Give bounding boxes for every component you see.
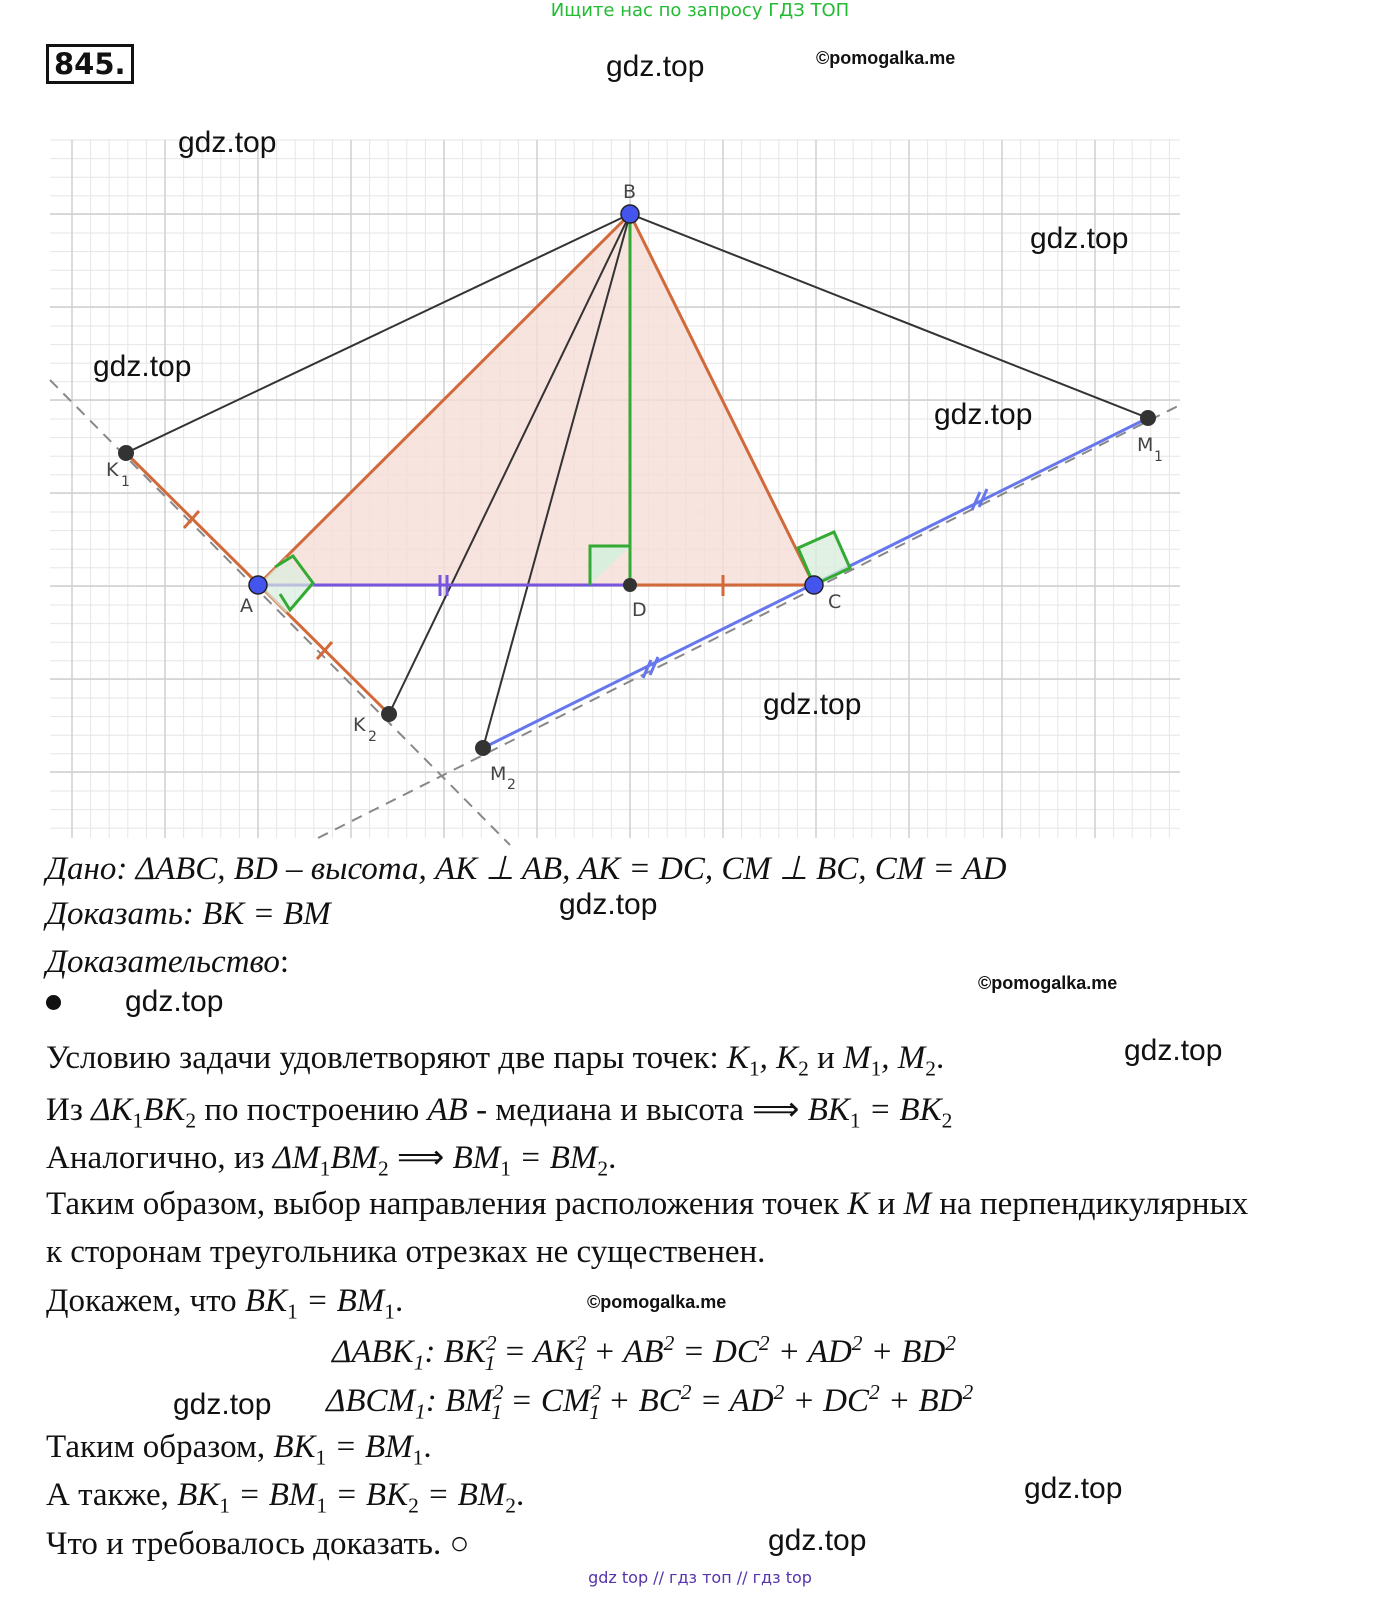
watermark-site: gdz.top — [1030, 222, 1129, 255]
point-m1 — [1140, 410, 1156, 426]
watermark-site: gdz.top — [1124, 1034, 1223, 1067]
watermark-site: gdz.top — [125, 985, 224, 1018]
label-k2: K — [353, 714, 366, 736]
point-k1 — [118, 445, 134, 461]
proof-line-5: к сторонам треугольника отрезках не существенен. — [46, 1234, 766, 1270]
equation-bcm1: $\Delta BCM_1$: $BM^2_1 = CM^2_1 + BC^2 = AD^2 + DC^2 + BD^2$ — [326, 1380, 974, 1424]
proof-line-8: А также, $BK_1 = BM_1 = BK_2 = BM_2$. — [46, 1477, 525, 1518]
prove-line: Доказать: BK = BM — [46, 896, 331, 932]
proof-line-3: Аналогично, из $\Delta M_1BM_2$ ⟹ $BM_1 = BM_2$. — [46, 1140, 617, 1181]
proof-line-2: Из $\Delta K_1BK_2$ по построению AB - медиана и высота ⟹ $BK_1 = BK_2$ — [46, 1092, 953, 1133]
label-m1-sub: 1 — [1154, 449, 1163, 465]
bullet — [46, 995, 61, 1010]
label-m2-sub: 2 — [507, 777, 516, 793]
proof-line-4: Таким образом, выбор направления расположения точек K и M на перпендикулярных — [46, 1186, 1249, 1222]
watermark-site: gdz.top — [763, 688, 862, 721]
label-m2: M — [490, 763, 507, 785]
watermark-site: gdz.top — [178, 126, 277, 159]
top-search-link[interactable]: Ищите нас по запросу ГДЗ ТОП — [550, 0, 850, 21]
point-b — [621, 205, 639, 223]
watermark-copyright: ©pomogalka.me — [816, 48, 956, 68]
footer-links[interactable]: gdz top // гдз топ // гдз top — [588, 1568, 812, 1587]
point-k2 — [381, 706, 397, 722]
label-c: C — [828, 591, 842, 613]
watermark-site: gdz.top — [768, 1524, 867, 1557]
label-m1: M — [1137, 434, 1154, 456]
label-d: D — [632, 599, 647, 621]
point-c — [805, 576, 823, 594]
watermark-copyright: ©pomogalka.me — [978, 973, 1118, 993]
label-k1: K — [106, 459, 119, 481]
watermark-copyright: ©pomogalka.me — [587, 1292, 727, 1312]
label-a: A — [240, 595, 253, 617]
watermark-site: gdz.top — [93, 350, 192, 383]
proof-conclusion: Что и требовалось доказать. ○ — [46, 1526, 470, 1562]
watermark-site: gdz.top — [934, 398, 1033, 431]
point-m2 — [475, 740, 491, 756]
label-b: B — [623, 181, 637, 203]
equation-abk1: $\Delta ABK_1$: $BK^2_1 = AK^2_1 + AB^2 = DC^2 + AD^2 + BD^2$ — [332, 1331, 956, 1375]
proof-line-6: Докажем, что $BK_1 = BM_1$. — [46, 1283, 404, 1324]
point-d — [623, 578, 637, 592]
proof-line-1: Условию задачи удовлетворяют две пары точек: $K_1$, $K_2$ и $M_1$, $M_2$. — [46, 1040, 945, 1081]
watermark-site: gdz.top — [1024, 1472, 1123, 1505]
point-a — [249, 576, 267, 594]
proof-line-7: Таким образом, $BK_1 = BM_1$. — [46, 1429, 432, 1470]
watermark-site: gdz.top — [173, 1388, 272, 1421]
label-k2-sub: 2 — [368, 729, 377, 745]
watermark-site: gdz.top — [559, 888, 658, 921]
label-k1-sub: 1 — [121, 474, 130, 490]
proof-heading: Доказательство: — [46, 944, 290, 980]
watermark-site: gdz.top — [606, 50, 705, 83]
given-line: Дано: ΔABC, BD – высота, AK ⊥ AB, AK = DC, CM ⊥ BC, CM = AD — [46, 851, 1007, 887]
task-number: 845. — [46, 44, 134, 84]
